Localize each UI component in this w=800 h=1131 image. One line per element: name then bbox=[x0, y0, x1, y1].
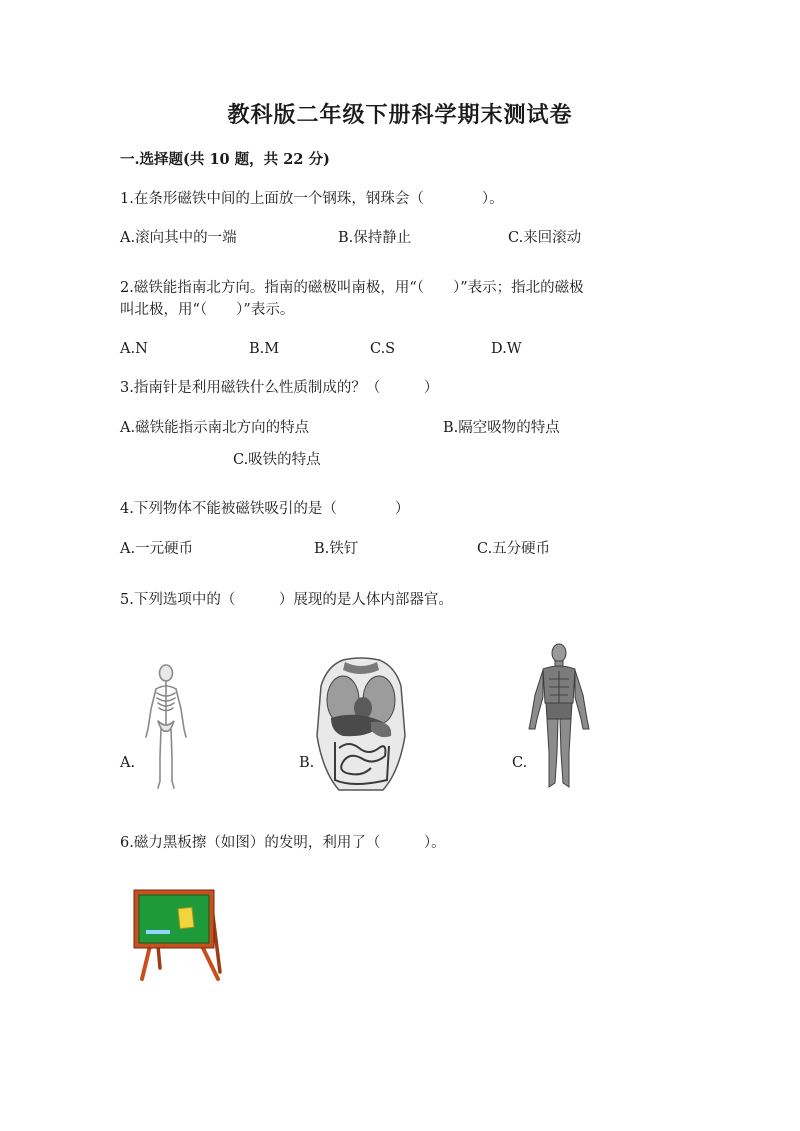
question-3-option-c[interactable]: C.吸铁的特点 bbox=[233, 452, 321, 468]
skeleton-figure-image bbox=[136, 663, 196, 791]
question-3-stem: 3.指南针是利用磁铁什么性质制成的？（ ） bbox=[120, 380, 439, 396]
question-2-option-c[interactable]: C.S bbox=[370, 341, 396, 357]
question-2-option-a[interactable]: A.N bbox=[120, 341, 148, 357]
question-6-stem: 6.磁力黑板擦（如图）的发明，利用了（ ）。 bbox=[120, 835, 446, 851]
section-heading: 一.选择题(共 10 题，共 22 分) bbox=[120, 151, 330, 168]
muscle-figure-image bbox=[527, 643, 591, 791]
question-2-stem-line-2: 叫北极，用“（ ）”表示。 bbox=[120, 302, 295, 318]
question-1-option-b[interactable]: B.保持静止 bbox=[338, 230, 412, 246]
internal-organs-torso-image bbox=[313, 656, 409, 792]
question-5-option-c[interactable]: C. bbox=[512, 755, 528, 771]
question-2-option-b[interactable]: B.M bbox=[249, 341, 280, 357]
question-5-option-b[interactable]: B. bbox=[299, 755, 315, 771]
question-4-stem: 4.下列物体不能被磁铁吸引的是（ ） bbox=[120, 501, 410, 517]
question-3-option-b[interactable]: B.隔空吸物的特点 bbox=[443, 420, 560, 436]
question-2-stem-line-1: 2.磁铁能指南北方向。指南的磁极叫南极，用“（ ）”表示；指北的磁极 bbox=[120, 280, 584, 296]
question-4-option-b[interactable]: B.铁钉 bbox=[314, 541, 359, 557]
question-1-option-c[interactable]: C.来回滚动 bbox=[508, 230, 582, 246]
question-4-option-a[interactable]: A.一元硬币 bbox=[120, 541, 194, 557]
page-title: 教科版二年级下册科学期末测试卷 bbox=[227, 102, 573, 128]
magnetic-blackboard-image bbox=[128, 888, 224, 982]
question-5-stem: 5.下列选项中的（ ）展现的是人体内部器官。 bbox=[120, 592, 453, 608]
question-3-option-a[interactable]: A.磁铁能指示南北方向的特点 bbox=[120, 420, 310, 436]
question-4-option-c[interactable]: C.五分硬币 bbox=[477, 541, 551, 557]
question-5-option-a[interactable]: A. bbox=[120, 755, 136, 771]
question-2-option-d[interactable]: D.W bbox=[491, 341, 522, 357]
question-1-option-a[interactable]: A.滚向其中的一端 bbox=[120, 230, 237, 246]
question-1-stem: 1.在条形磁铁中间的上面放一个钢珠，钢珠会（ ）。 bbox=[120, 191, 504, 207]
